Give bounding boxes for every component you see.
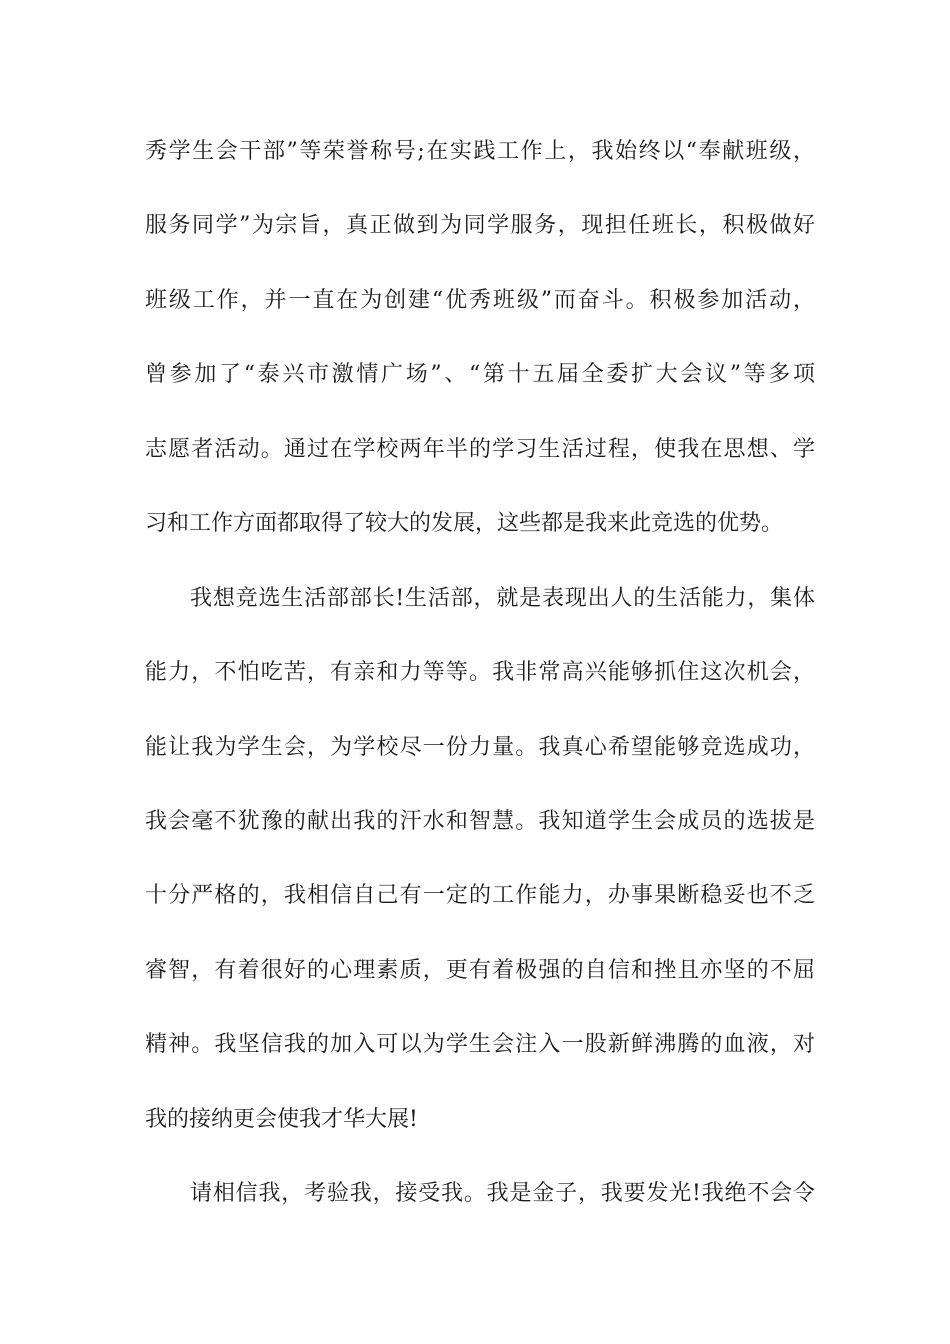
text-line: 秀学生会干部”等荣誉称号;在实践工作上，我始终以“奉献班级， xyxy=(145,139,815,164)
text-line: 我会毫不犹豫的献出我的汗水和智慧。我知道学生会成员的选拔是 xyxy=(145,809,815,834)
text-line: 班级工作，并一直在为创建“优秀班级”而奋斗。积极参加活动， xyxy=(145,288,815,313)
text-line: 志愿者活动。通过在学校两年半的学习生活过程，使我在思想、学 xyxy=(145,437,815,462)
text-line: 睿智，有着很好的心理素质，更有着极强的自信和挫且亦坚的不屈 xyxy=(145,958,815,983)
paragraph-first-line: 我想竞选生活部部长!生活部，就是表现出人的生活能力，集体 xyxy=(190,586,815,611)
text-line: 十分严格的，我相信自己有一定的工作能力，办事果断稳妥也不乏 xyxy=(145,883,815,908)
text-line: 能力，不怕吃苦，有亲和力等等。我非常高兴能够抓住这次机会， xyxy=(145,660,815,685)
paragraph-first-line: 请相信我，考验我，接受我。我是金子，我要发光!我绝不会令 xyxy=(190,1181,815,1206)
text-line: 能让我为学生会，为学校尽一份力量。我真心希望能够竞选成功， xyxy=(145,735,815,760)
text-line: 我的接纳更会使我才华大展! xyxy=(145,1107,418,1132)
text-line: 服务同学”为宗旨，真正做到为同学服务，现担任班长，积极做好 xyxy=(145,213,815,238)
text-line: 曾参加了“泰兴市激情广场”、“第十五届全委扩大会议”等多项 xyxy=(145,362,815,387)
text-line: 精神。我坚信我的加入可以为学生会注入一股新鲜沸腾的血液，对 xyxy=(145,1032,815,1057)
text-line: 习和工作方面都取得了较大的发展，这些都是我来此竞选的优势。 xyxy=(145,511,784,536)
